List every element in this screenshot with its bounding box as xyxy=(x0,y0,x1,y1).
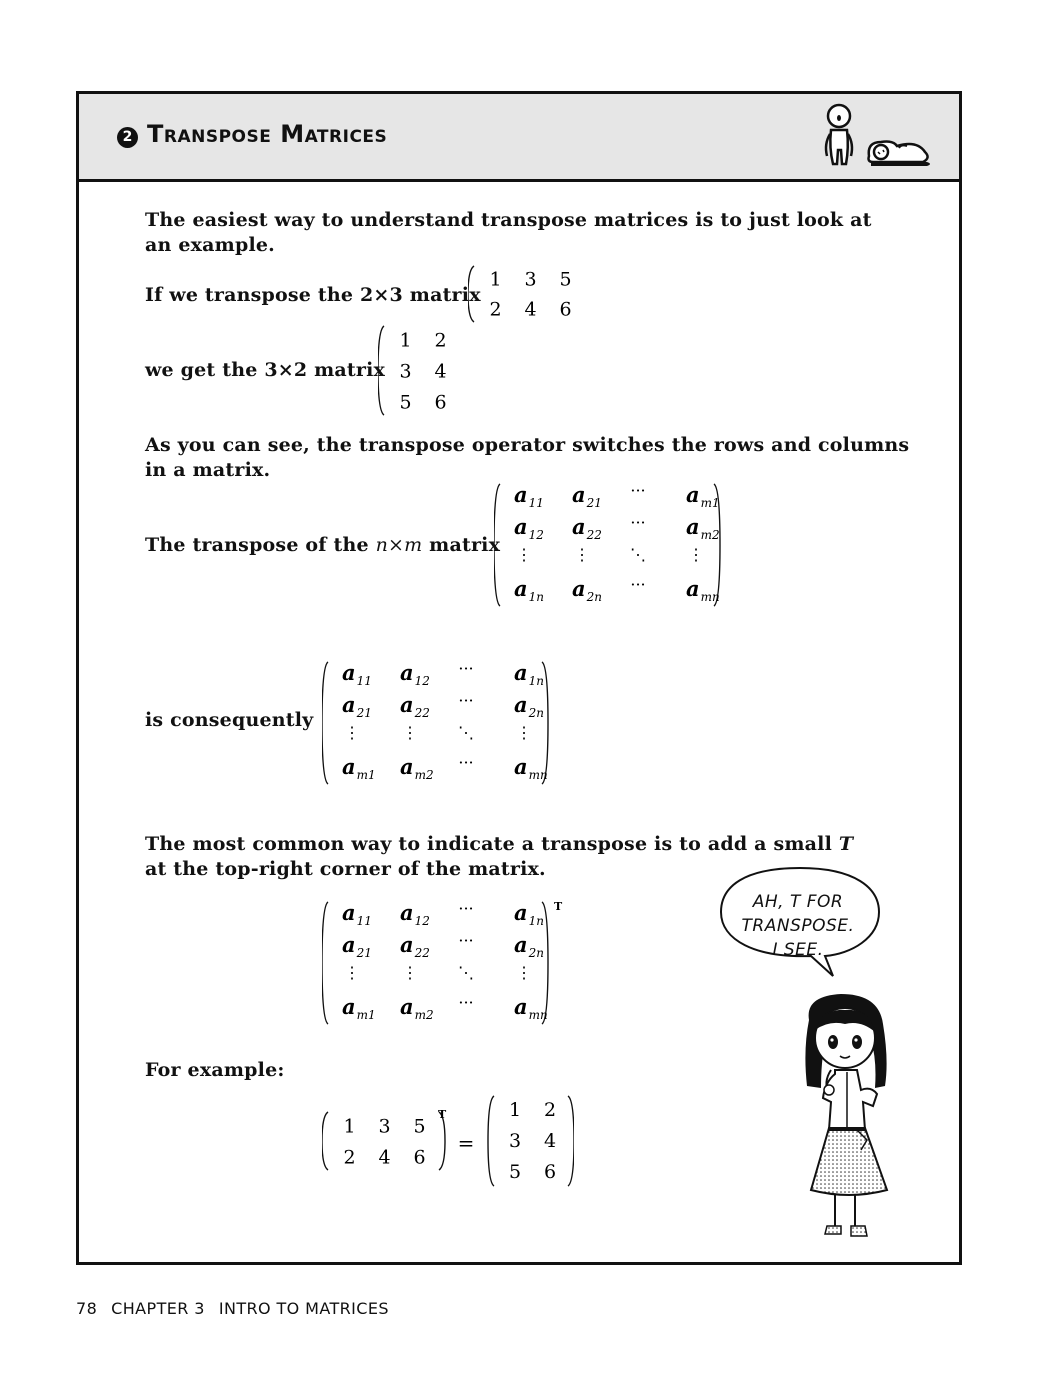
matrix-mxn-T-entry: $a_{2n}$ xyxy=(514,932,544,960)
consequently-text: is consequently xyxy=(145,709,314,731)
matrix-mxn-ellipsis: ··· xyxy=(458,753,474,772)
matrix-3x2-left-paren xyxy=(378,326,384,415)
matrix-nxm-ellipsis: ··· xyxy=(630,481,646,500)
matrix-nxm-ellipsis: ⋮ xyxy=(688,545,704,564)
matrix-mxn-left-paren xyxy=(322,662,328,784)
example-matrix-2x3-cell: 2 xyxy=(343,1146,356,1169)
chapter-title: INTRO TO MATRICES xyxy=(218,1299,389,1318)
intro-text-line2: an example. xyxy=(145,234,275,256)
section-header xyxy=(79,94,959,182)
matrix-mxn-ellipsis: ⋮ xyxy=(344,723,360,742)
matrix-mxn-ellipsis: ⋱ xyxy=(458,723,474,742)
doodle-characters-illustration xyxy=(821,100,941,172)
equals-sign: = xyxy=(457,1131,475,1155)
matrix-mxn-entry: $a_{1n}$ xyxy=(514,660,544,688)
matrix-mxn-T-entry: $a_{m2}$ xyxy=(400,994,434,1022)
example-result-cell: 5 xyxy=(508,1161,522,1183)
matrix-2x3-cell: 4 xyxy=(524,298,537,321)
matrix-3x2-cell: 5 xyxy=(399,391,412,414)
bubble-line2: TRANSPOSE. xyxy=(741,916,855,936)
intro-text-line1: The easiest way to understand transpose matrices is to just look at xyxy=(145,209,872,231)
t-variable: T xyxy=(838,833,854,855)
matrix-2x3-left-paren xyxy=(468,266,474,322)
matrix-3x2-cell: 2 xyxy=(434,329,447,352)
matrix-nxm-entry: $a_{12}$ xyxy=(514,514,544,542)
matrix-nxm-ellipsis: ⋮ xyxy=(516,545,532,564)
matrix-mxn-T-entry: $a_{mn}$ xyxy=(514,994,548,1022)
matrix-nxm-entry: $a_{22}$ xyxy=(572,514,602,542)
matrix-mxn-entry: $a_{2n}$ xyxy=(514,692,544,720)
matrix-2x3 xyxy=(468,264,578,324)
as-you-see-line2: in a matrix. xyxy=(145,459,271,481)
example-matrix-2x3-cell: 5 xyxy=(413,1115,426,1138)
matrix-nxm-entry: $a_{1n}$ xyxy=(514,576,544,604)
example-matrix-2x3-cell: 6 xyxy=(413,1146,426,1169)
matrix-mxn-entry: $a_{21}$ xyxy=(342,692,372,720)
matrix-mxn-entry: $a_{12}$ xyxy=(400,660,430,688)
matrix-general-transposed xyxy=(322,660,554,786)
matrix-mxn-T-entry: $a_{22}$ xyxy=(400,932,430,960)
speech-bubble-text xyxy=(722,890,874,962)
matrix-mxn-entry: $a_{22}$ xyxy=(400,692,430,720)
matrix-nxm-ellipsis: ··· xyxy=(630,513,646,532)
matrix-mxn-T-ellipsis: ··· xyxy=(458,899,474,918)
example-transpose-superscript: T xyxy=(438,1108,447,1121)
chapter-label: CHAPTER 3 xyxy=(111,1299,205,1318)
common-way-line1 xyxy=(145,832,853,857)
matrix-2x3-cell: 2 xyxy=(489,298,502,321)
matrix-mxn-T-ellipsis: ··· xyxy=(458,993,474,1012)
matrix-2x3-cell: 5 xyxy=(559,268,572,291)
matrix-3x2-cell: 4 xyxy=(434,360,447,383)
section-number-badge: 2 xyxy=(117,127,138,148)
matrix-2x3-cell: 6 xyxy=(559,298,572,321)
matrix-nxm-entry: $a_{11}$ xyxy=(514,482,544,510)
matrix-general-with-transpose xyxy=(322,896,572,1026)
matrix-mxn-T-entry: $a_{11}$ xyxy=(342,900,372,928)
example-matrix-2x3-cell: 3 xyxy=(378,1115,391,1138)
matrix-mxn-entry: $a_{11}$ xyxy=(342,660,372,688)
example-matrix-2x3-left-paren xyxy=(322,1112,328,1170)
matrix-mxn-T-entry: $a_{1n}$ xyxy=(514,900,544,928)
matrix-2x3-cell: 3 xyxy=(524,268,537,291)
common-way-line2: at the top-right corner of the matrix. xyxy=(145,858,546,880)
matrix-3x2-cell: 3 xyxy=(399,360,412,383)
if-transpose-text: If we transpose the 2×3 matrix xyxy=(145,284,481,306)
matrix-mxn-T-ellipsis: ⋱ xyxy=(458,963,474,982)
matrix-mxn-T-ellipsis: ⋮ xyxy=(344,963,360,982)
matrix-mxn-T-entry: $a_{m1}$ xyxy=(342,994,376,1022)
matrix-nxm-entry: $a_{2n}$ xyxy=(572,576,602,604)
example-result-cell: 3 xyxy=(508,1130,522,1152)
example-result-cell: 2 xyxy=(543,1099,557,1121)
matrix-mxn-T-ellipsis: ⋮ xyxy=(516,963,532,982)
example-result-left-paren xyxy=(488,1096,494,1186)
example-transpose-equation xyxy=(322,1094,574,1190)
matrix-mxn-ellipsis: ⋮ xyxy=(402,723,418,742)
matrix-2x3-cell: 1 xyxy=(489,268,502,291)
bubble-line1: AH, T FOR xyxy=(752,892,844,912)
example-result-cell: 1 xyxy=(508,1099,522,1121)
transpose-of-post: matrix xyxy=(422,534,501,556)
matrix-mxn-entry: $a_{m1}$ xyxy=(342,754,376,782)
example-result-cell: 4 xyxy=(543,1130,557,1152)
matrix-nxm-entry: $a_{21}$ xyxy=(572,482,602,510)
matrix-mxn-ellipsis: ⋮ xyxy=(516,723,532,742)
matrix-3x2-cell: 1 xyxy=(399,329,412,352)
matrix-nxm-entry: $a_{m2}$ xyxy=(686,514,720,542)
matrix-nxm-ellipsis: ⋮ xyxy=(574,545,590,564)
matrix-mxn-T-left-paren xyxy=(322,902,328,1024)
example-matrix-2x3-cell: 4 xyxy=(378,1146,391,1169)
example-matrix-2x3-cell: 1 xyxy=(343,1115,356,1138)
nxm-variable: n×m xyxy=(375,534,423,556)
page-footer xyxy=(76,1299,403,1318)
matrix-nxm-entry: $a_{mn}$ xyxy=(686,576,720,604)
matrix-mxn-entry: $a_{m2}$ xyxy=(400,754,434,782)
matrix-general-nxm xyxy=(494,480,724,610)
for-example-text: For example: xyxy=(145,1059,285,1081)
matrix-nxm-ellipsis: ··· xyxy=(630,575,646,594)
matrix-mxn-T-entry: $a_{21}$ xyxy=(342,932,372,960)
transpose-of-pre: The transpose of the xyxy=(145,534,376,556)
matrix-3x2-cell: 6 xyxy=(434,391,447,414)
matrix-mxn-entry: $a_{mn}$ xyxy=(514,754,548,782)
matrix-nxm-entry: $a_{m1}$ xyxy=(686,482,720,510)
transpose-superscript: T xyxy=(554,900,563,913)
matrix-mxn-ellipsis: ··· xyxy=(458,660,474,678)
matrix-nxm-left-paren xyxy=(494,484,500,606)
matrix-nxm-ellipsis: ⋱ xyxy=(630,545,646,564)
example-result-cell: 6 xyxy=(543,1161,557,1183)
section-title: Transpose Matrices xyxy=(147,120,388,148)
matrix-mxn-T-ellipsis: ⋮ xyxy=(402,963,418,982)
common-way-pre: The most common way to indicate a transpose is to add a small xyxy=(145,833,839,855)
as-you-see-line1: As you can see, the transpose operator switches the rows and columns xyxy=(145,434,910,456)
matrix-mxn-T-entry: $a_{12}$ xyxy=(400,900,430,928)
matrix-mxn-ellipsis: ··· xyxy=(458,691,474,710)
we-get-text: we get the 3×2 matrix xyxy=(145,359,386,381)
manga-girl-illustration xyxy=(795,990,905,1246)
page-number: 78 xyxy=(76,1299,98,1318)
transpose-of-text xyxy=(145,533,500,558)
bubble-line3: I SEE. xyxy=(772,940,824,960)
example-result-right-paren xyxy=(568,1096,574,1186)
matrix-3x2 xyxy=(378,324,452,416)
matrix-mxn-T-ellipsis: ··· xyxy=(458,931,474,950)
